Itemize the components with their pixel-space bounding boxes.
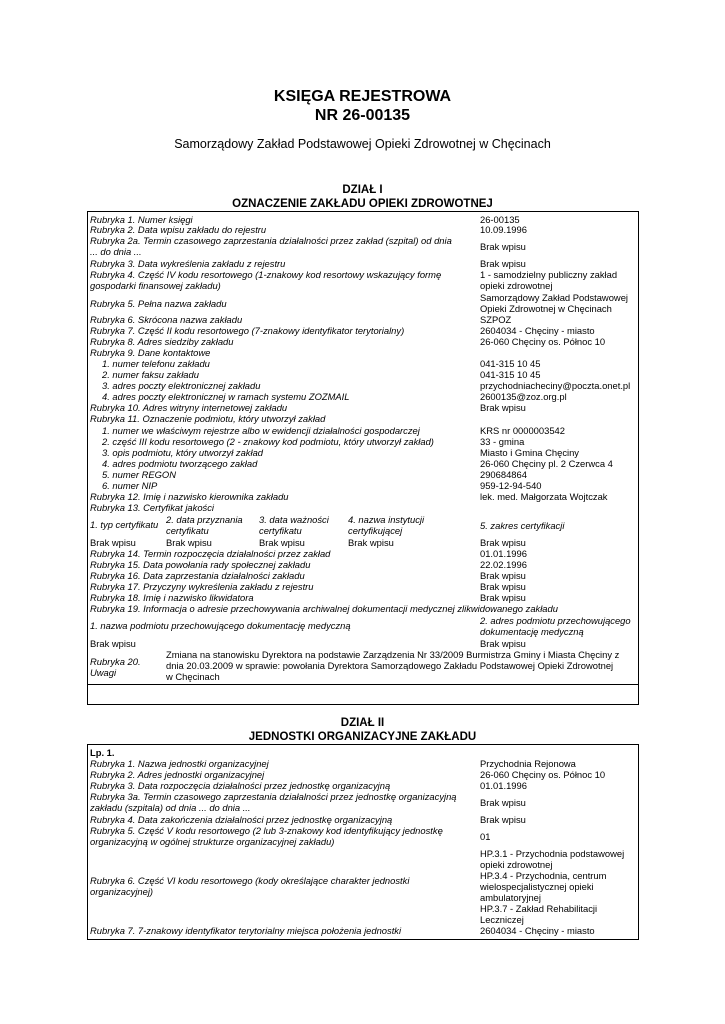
row-value: 33 - gmina	[480, 436, 525, 447]
cert-header-institution: 4. nazwa instytucji	[348, 514, 425, 525]
row-value: 26-060 Chęciny os. Północ 10	[480, 336, 606, 347]
row-label: Rubryka 5. Część V kodu resortowego (2 lub 3-znakowy kod identyfikujący jednostkę	[90, 825, 443, 836]
cert-header-type: 1. typ certyfikatu	[90, 519, 159, 530]
cert-value-date-granted: Brak wpisu	[166, 537, 212, 548]
row-label: 1. numer telefonu zakładu	[102, 358, 210, 369]
row-value: 959-12-94-540	[480, 480, 542, 491]
row-label: Rubryka 1. Numer księgi	[90, 214, 193, 225]
row-value: 01	[480, 831, 491, 842]
remarks-text-line3: w Chęcinach	[166, 671, 220, 682]
row-label: 2. część III kodu resortowego (2 - znakowy kod podmiotu, który utworzył zakład)	[102, 436, 434, 447]
hp-code-value: wielospecjalistycznej opieki	[480, 881, 594, 892]
row-value: lek. med. Małgorzata Wojtczak	[480, 491, 608, 502]
cert-header-institution-cont: certyfikującej	[348, 525, 403, 536]
section-2-table	[87, 744, 639, 940]
row-value: 26-060 Chęciny pl. 2 Czerwca 4	[480, 458, 613, 469]
register-number: NR 26-00135	[314, 107, 411, 124]
row-label: Rubryka 4. Data zakończenia działalności przez jednostkę organizacyjną	[90, 814, 393, 825]
row-value: Brak wpisu	[480, 258, 526, 269]
row-label: 6. numer NIP	[102, 480, 158, 491]
row-label: Rubryka 12. Imię i nazwisko kierownika zakładu	[90, 491, 289, 502]
row-label: Rubryka 4. Część IV kodu resortowego (1-znakowy kod resortowy wskazujący formę	[90, 269, 442, 280]
row-value: 290684864	[480, 469, 527, 480]
table-divider	[88, 684, 638, 685]
row-label: 4. adres poczty elektronicznej w ramach systemu ZOZMAIL	[102, 391, 350, 402]
archive-header-address: 2. adres podmiotu przechowującego	[480, 615, 631, 626]
cert-header-scope: 5. zakres certyfikacji	[480, 520, 565, 531]
row-label-cont: organizacyjną w ogólnej strukturze organizacyjnej zakładu)	[90, 836, 335, 847]
row-label: 4. adres podmiotu tworzącego zakład	[102, 458, 258, 469]
cert-value-institution: Brak wpisu	[348, 537, 394, 548]
cert-header-date-granted: 2. data przyznania	[166, 514, 243, 525]
hp-code-value: ambulatoryjnej	[480, 892, 541, 903]
row-value: Brak wpisu	[480, 402, 526, 413]
section-2-heading: DZIAŁ II	[340, 717, 385, 729]
row-label: Rubryka 2a. Termin czasowego zaprzestania działalności przez zakład (szpital) od dnia	[90, 235, 452, 246]
remarks-text-line2: dnia 20.03.2009 w sprawie: powołania Dyrektora Samorządowego Zakładu Podstawowej Opieki Zdrowotnej	[166, 660, 614, 671]
row-label: 5. numer REGON	[102, 469, 176, 480]
row-label: Rubryka 2. Data wpisu zakładu do rejestru	[90, 224, 267, 235]
row-value: Brak wpisu	[480, 592, 526, 603]
row-label: Rubryka 2. Adres jednostki organizacyjnej	[90, 769, 265, 780]
row-label: Rubryka 9. Dane kontaktowe	[90, 347, 211, 358]
hp-code-value: HP.3.1 - Przychodnia podstawowej	[480, 848, 625, 859]
row-value: Samorządowy Zakład Podstawowej	[480, 292, 628, 303]
row-value: Brak wpisu	[480, 797, 526, 808]
row-label: 3. adres poczty elektronicznej zakładu	[102, 380, 261, 391]
row-value: Brak wpisu	[480, 581, 526, 592]
row-value: 2600135@zoz.org.pl	[480, 391, 567, 402]
row-value-cont: opieki zdrowotnej	[480, 280, 553, 291]
cert-header-validity: 3. data ważności	[259, 514, 329, 525]
cert-value-type: Brak wpisu	[90, 537, 136, 548]
row-label: Rubryka 3. Data wykreślenia zakładu z rejestru	[90, 258, 286, 269]
archive-header-address-cont: dokumentację medyczną	[480, 626, 584, 637]
row-value: 01.01.1996	[480, 548, 527, 559]
cert-value-validity: Brak wpisu	[259, 537, 305, 548]
row-label: Rubryka 10. Adres witryny internetowej zakładu	[90, 402, 288, 413]
row-value: Brak wpisu	[480, 570, 526, 581]
row-value: 26-00135	[480, 214, 520, 225]
hp-code-value: opieki zdrowotnej	[480, 859, 553, 870]
hp-code-value: HP.3.7 - Zakład Rehabilitacji	[480, 903, 598, 914]
row-label: Rubryka 16. Data zaprzestania działalności zakładu	[90, 570, 305, 581]
remarks-label-cont: Uwagi	[90, 667, 117, 678]
register-title: KSIĘGA REJESTROWA	[273, 88, 452, 105]
row-value: Przychodnia Rejonowa	[480, 758, 576, 769]
row-value: przychodniacheciny@poczta.onet.pl	[480, 380, 631, 391]
row-value: 01.01.1996	[480, 780, 527, 791]
row-label: Rubryka 3a. Termin czasowego zaprzestania działalności przez jednostkę organizacyjną	[90, 791, 457, 802]
row-label: Rubryka 13. Certyfikat jakości	[90, 502, 215, 513]
row-value: 22.02.1996	[480, 559, 527, 570]
row-label: Rubryka 8. Adres siedziby zakładu	[90, 336, 234, 347]
unit-number: Lp. 1.	[90, 747, 115, 758]
row-label: 1. numer we właściwym rejestrze albo w ewidencji działalności gospodarczej	[102, 425, 420, 436]
cert-header-date-granted-cont: certyfikatu	[166, 525, 209, 536]
row-value: 041-315 10 45	[480, 358, 541, 369]
section-2-subheading: JEDNOSTKI ORGANIZACYJNE ZAKŁADU	[248, 731, 477, 743]
row-value: KRS nr 0000003542	[480, 425, 565, 436]
row-label: Rubryka 1. Nazwa jednostki organizacyjnej	[90, 758, 269, 769]
row-label: Rubryka 3. Data rozpoczęcia działalności przez jednostkę organizacyjną	[90, 780, 391, 791]
row-label: Rubryka 19. Informacja o adresie przechowywania archiwalnej dokumentacji medycznej zlikwidowanego zakładu	[90, 603, 558, 614]
archive-value-address: Brak wpisu	[480, 638, 526, 649]
row-value-cont: Opieki Zdrowotnej w Chęcinach	[480, 303, 612, 314]
row-value: 041-315 10 45	[480, 369, 541, 380]
row-value: 1 - samodzielny publiczny zakład	[480, 269, 618, 280]
row-label: 3. opis podmiotu, który utworzył zakład	[102, 447, 264, 458]
row-value: 26-060 Chęciny os. Północ 10	[480, 769, 606, 780]
row-label-cont: gospodarki finansowej zakładu)	[90, 280, 221, 291]
section-1-table	[87, 211, 639, 705]
row-label: Rubryka 6. Skrócona nazwa zakładu	[90, 314, 243, 325]
row-value: 2604034 - Chęciny - miasto	[480, 325, 595, 336]
row-label: Rubryka 18. Imię i nazwisko likwidatora	[90, 592, 254, 603]
row-value: 10.09.1996	[480, 224, 527, 235]
row-label: Rubryka 14. Termin rozpoczęcia działalności przez zakład	[90, 548, 331, 559]
row-label: Rubryka 17. Przyczyny wykreślenia zakładu z rejestru	[90, 581, 314, 592]
section-1-subheading: OZNACZENIE ZAKŁADU OPIEKI ZDROWOTNEJ	[232, 198, 493, 210]
hp-code-value: Leczniczej	[480, 914, 524, 925]
row-label: 2. numer faksu zakładu	[102, 369, 199, 380]
row-value: Brak wpisu	[480, 814, 526, 825]
cert-header-validity-cont: certyfikatu	[259, 525, 302, 536]
hp-code-value: HP.3.4 - Przychodnia, centrum	[480, 870, 607, 881]
cert-value-scope: Brak wpisu	[480, 537, 526, 548]
row-label: Rubryka 7. 7-znakowy identyfikator terytorialny miejsca położenia jednostki	[90, 925, 402, 936]
row-label-cont: organizacyjnej)	[90, 886, 154, 897]
facility-subtitle: Samorządowy Zakład Podstawowej Opieki Zdrowotnej w Chęcinach	[174, 137, 551, 151]
row-value: Miasto i Gmina Chęciny	[480, 447, 579, 458]
row-label: Rubryka 15. Data powołania rady społecznej zakładu	[90, 559, 311, 570]
row-value: SZPOZ	[480, 314, 512, 325]
row-label-cont: zakładu (szpitala) od dnia ... do dnia ...	[90, 802, 251, 813]
row-label: Rubryka 6. Część VI kodu resortowego (kody określające charakter jednostki	[90, 875, 410, 886]
row-label: Rubryka 7. Część II kodu resortowego (7-znakowy identyfikator terytorialny)	[90, 325, 405, 336]
archive-header-holder: 1. nazwa podmiotu przechowującego dokumentację medyczną	[90, 620, 351, 631]
row-label: Rubryka 5. Pełna nazwa zakładu	[90, 298, 227, 309]
row-label-cont: ... do dnia ...	[90, 246, 142, 257]
row-label: Rubryka 11. Oznaczenie podmiotu, który utworzył zakład	[90, 413, 326, 424]
archive-value-holder: Brak wpisu	[90, 638, 136, 649]
section-1-heading: DZIAŁ I	[342, 184, 383, 196]
remarks-text-line1: Zmiana na stanowisku Dyrektora na podstawie Zarządzenia Nr 33/2009 Burmistrza Gminy i Miasta Chęciny z	[166, 649, 620, 660]
row-value: 2604034 - Chęciny - miasto	[480, 925, 595, 936]
row-value: Brak wpisu	[480, 241, 526, 252]
remarks-label: Rubryka 20.	[90, 656, 141, 667]
